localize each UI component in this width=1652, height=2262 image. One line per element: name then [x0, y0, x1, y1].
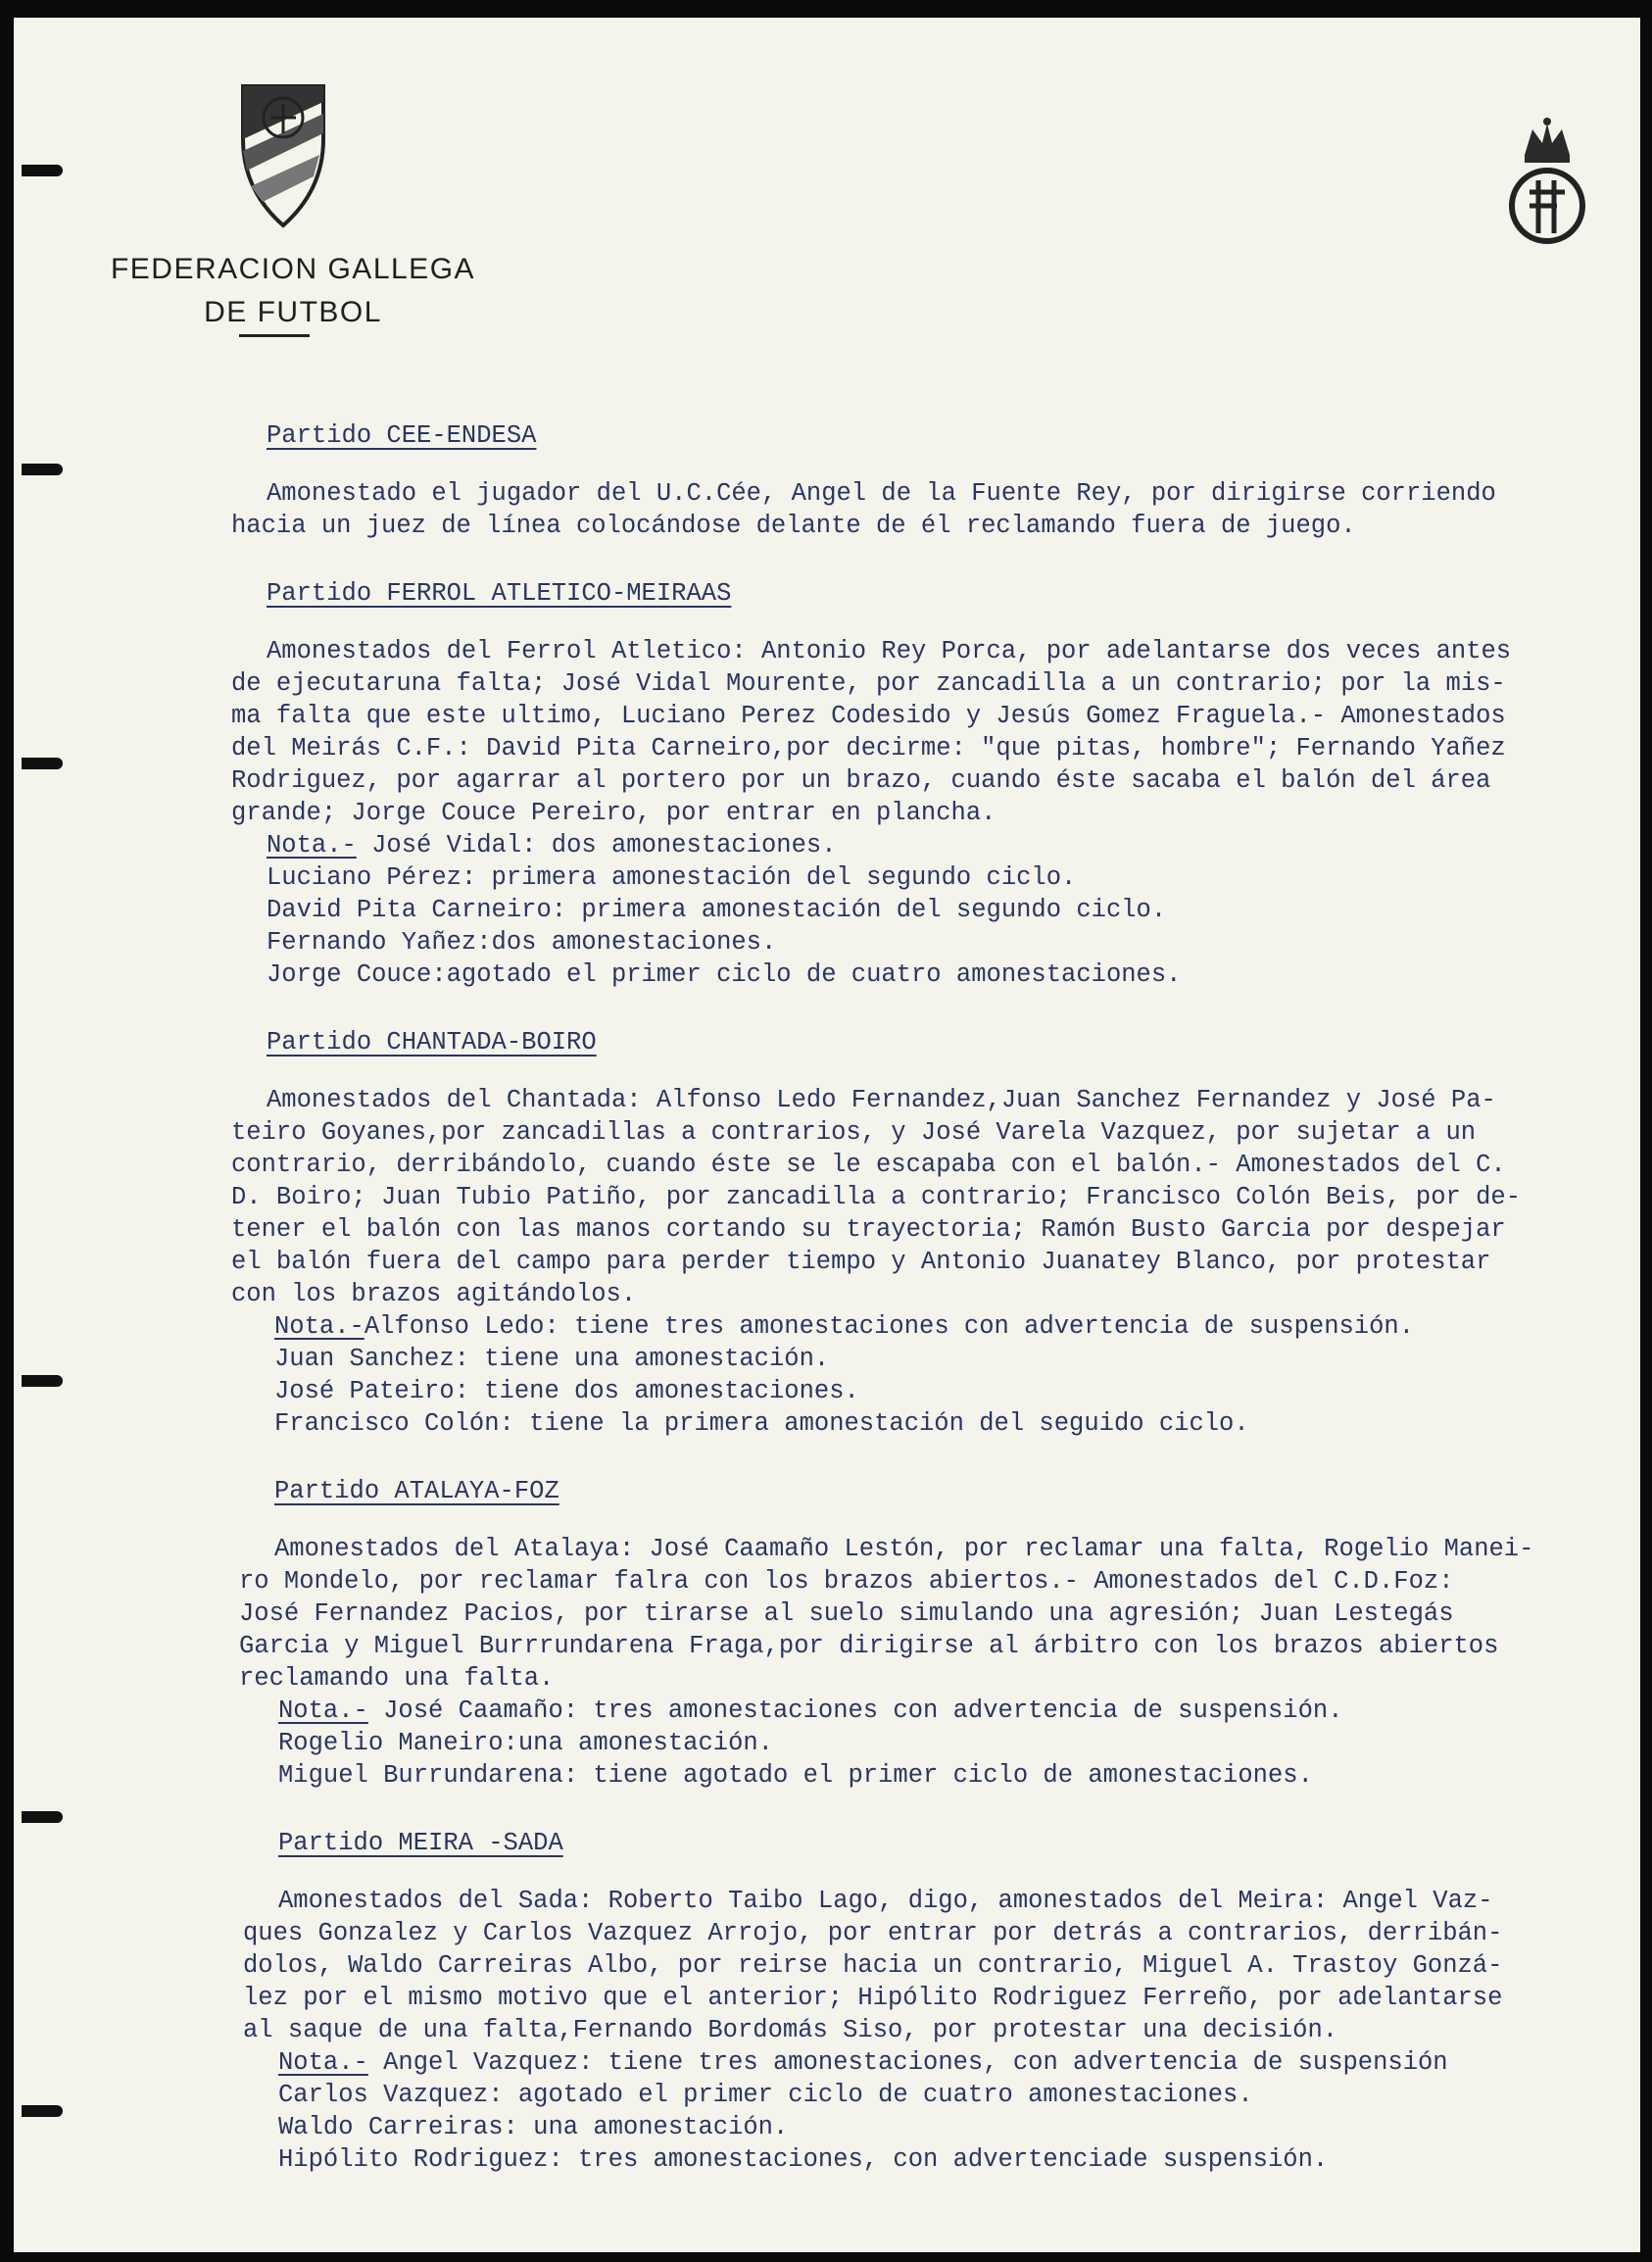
note-line: [231, 829, 1623, 861]
note-line: Carlos Vazquez: agotado el primer ciclo de cuatro amonestaciones.: [278, 2081, 1253, 2109]
note-line: Rogelio Maneiro:una amonestación.: [278, 1729, 773, 1757]
paragraph-line: tener el balón con las manos cortando su trayectoria; Ramón Busto Garcia por despejar: [231, 1215, 1506, 1244]
paragraph-line: Amonestados del Sada: Roberto Taibo Lago, digo, amonestados del Meira: Angel Vaz-: [278, 1887, 1493, 1915]
document-page: [14, 18, 1640, 2252]
paragraph-line: del Meirás C.F.: David Pita Carneiro,por decirme: "que pitas, hombre"; Fernando Yañez: [231, 734, 1506, 762]
federation-name: [73, 248, 513, 334]
note-line: Jorge Couce:agotado el primer ciclo de cuatro amonestaciones.: [267, 960, 1182, 989]
paragraph-line: de ejecutaruna falta; José Vidal Mourente, por zancadilla a un contrario; por la mis-: [231, 669, 1506, 698]
nota-label: Nota.-: [267, 831, 357, 860]
paragraph-line: contrario, derribándolo, cuando éste se le escapaba con el balón.- Amonestados del C.: [231, 1151, 1506, 1179]
note-line: José Pateiro: tiene dos amonestaciones.: [274, 1377, 859, 1405]
nota-label: Nota.-: [278, 1696, 368, 1725]
paragraph-line: hacia un juez de línea colocándose delante de él reclamando fuera de juego.: [231, 512, 1356, 540]
section-title: Partido MEIRA -SADA: [278, 1829, 563, 1857]
paragraph-line: grande; Jorge Couce Pereiro, por entrar en plancha.: [231, 799, 996, 827]
paragraph-line: ma falta que este ultimo, Luciano Perez Codesido y Jesús Gomez Fraguela.- Amonestados: [231, 702, 1506, 730]
section-title: Partido CEE-ENDESA: [267, 421, 537, 450]
document-body: [231, 408, 1623, 2176]
paragraph-line: Amonestados del Atalaya: José Caamaño Lestón, por reclamar una falta, Rogelio Manei-: [274, 1535, 1534, 1563]
note-line: [231, 1695, 1623, 1727]
punch-hole: [22, 464, 63, 475]
section-title: Partido ATALAYA-FOZ: [274, 1477, 559, 1505]
note-line: Hipólito Rodriguez: tres amonestaciones, con advertenciade suspensión.: [278, 2145, 1329, 2174]
federation-name-line2: DE FUTBOL: [204, 296, 382, 328]
section-title: Partido CHANTADA-BOIRO: [267, 1028, 597, 1057]
paragraph-line: con los brazos agitándolos.: [231, 1280, 637, 1308]
note-line: [231, 2046, 1623, 2079]
federation-shield-logo: [237, 82, 329, 229]
note-text: José Caamaño: tres amonestaciones con advertencia de suspensión.: [367, 1696, 1343, 1725]
header-rule: [239, 334, 310, 337]
punch-hole: [22, 1375, 63, 1387]
note-text: Alfonso Ledo: tiene tres amonestaciones con advertencia de suspensión.: [364, 1312, 1415, 1341]
paragraph-line: al saque de una falta,Fernando Bordomás Siso, por protestar una decisión.: [243, 2016, 1338, 2044]
note-line: David Pita Carneiro: primera amonestación del segundo ciclo.: [267, 896, 1167, 924]
punch-hole: [22, 1811, 63, 1823]
note-text: José Vidal: dos amonestaciones.: [356, 831, 837, 860]
note-line: Francisco Colón: tiene la primera amonestación del seguido ciclo.: [274, 1409, 1249, 1438]
punch-hole: [22, 2105, 63, 2117]
paragraph-line: Garcia y Miguel Burrrundarena Fraga,por dirigirse al árbitro con los brazos abiertos: [239, 1632, 1499, 1660]
note-line: Waldo Carreiras: una amonestación.: [278, 2113, 789, 2141]
paragraph-line: José Fernandez Pacios, por tirarse al suelo simulando una agresión; Juan Lestegás: [239, 1599, 1454, 1628]
punch-hole: [22, 165, 63, 176]
paragraph-line: lez por el mismo motivo que el anterior; Hipólito Rodriguez Ferreño, por adelantarse: [243, 1984, 1503, 2012]
note-line: Fernando Yañez:dos amonestaciones.: [267, 928, 777, 957]
paragraph-line: ro Mondelo, por reclamar falra con los brazos abiertos.- Amonestados del C.D.Foz:: [239, 1567, 1454, 1596]
nota-label: Nota.-: [274, 1312, 364, 1341]
paragraph-line: el balón fuera del campo para perder tiempo y Antonio Juanatey Blanco, por protestar: [231, 1248, 1491, 1276]
note-line: Miguel Burrundarena: tiene agotado el primer ciclo de amonestaciones.: [278, 1761, 1313, 1790]
federation-name-line1: FEDERACION GALLEGA: [110, 253, 476, 285]
note-line: [231, 1310, 1623, 1343]
punch-hole: [22, 758, 63, 769]
paragraph-line: D. Boiro; Juan Tubio Patiño, por zancadilla a contrario; Francisco Colón Beis, por de-: [231, 1183, 1522, 1211]
paragraph-line: Amonestado el jugador del U.C.Cée, Angel de la Fuente Rey, por dirigirse corriendo: [267, 479, 1496, 508]
paragraph-line: Amonestados del Chantada: Alfonso Ledo Fernandez,Juan Sanchez Fernandez y José Pa-: [267, 1086, 1496, 1114]
paragraph-line: Amonestados del Ferrol Atletico: Antonio Rey Porca, por adelantarse dos veces antes: [267, 637, 1512, 665]
paragraph-line: ques Gonzalez y Carlos Vazquez Arrojo, por entrar por detrás a contrarios, derribán-: [243, 1919, 1503, 1947]
paragraph-line: reclamando una falta.: [239, 1664, 555, 1693]
nota-label: Nota.-: [278, 2048, 368, 2077]
note-line: Luciano Pérez: primera amonestación del segundo ciclo.: [267, 863, 1077, 892]
paragraph-line: dolos, Waldo Carreiras Albo, por reirse hacia un contrario, Miguel A. Trastoy Gonzá-: [243, 1951, 1503, 1980]
section-title: Partido FERROL ATLETICO-MEIRAAS: [267, 579, 732, 608]
royal-federation-emblem: [1503, 116, 1591, 253]
note-line: Juan Sanchez: tiene una amonestación.: [274, 1345, 830, 1373]
note-text: Angel Vazquez: tiene tres amonestaciones, con advertencia de suspensión: [367, 2048, 1448, 2077]
paragraph-line: teiro Goyanes,por zancadillas a contrarios, y José Varela Vazquez, por sujetar a un: [231, 1118, 1477, 1147]
paragraph-line: Rodriguez, por agarrar al portero por un brazo, cuando éste sacaba el balón del área: [231, 766, 1491, 795]
